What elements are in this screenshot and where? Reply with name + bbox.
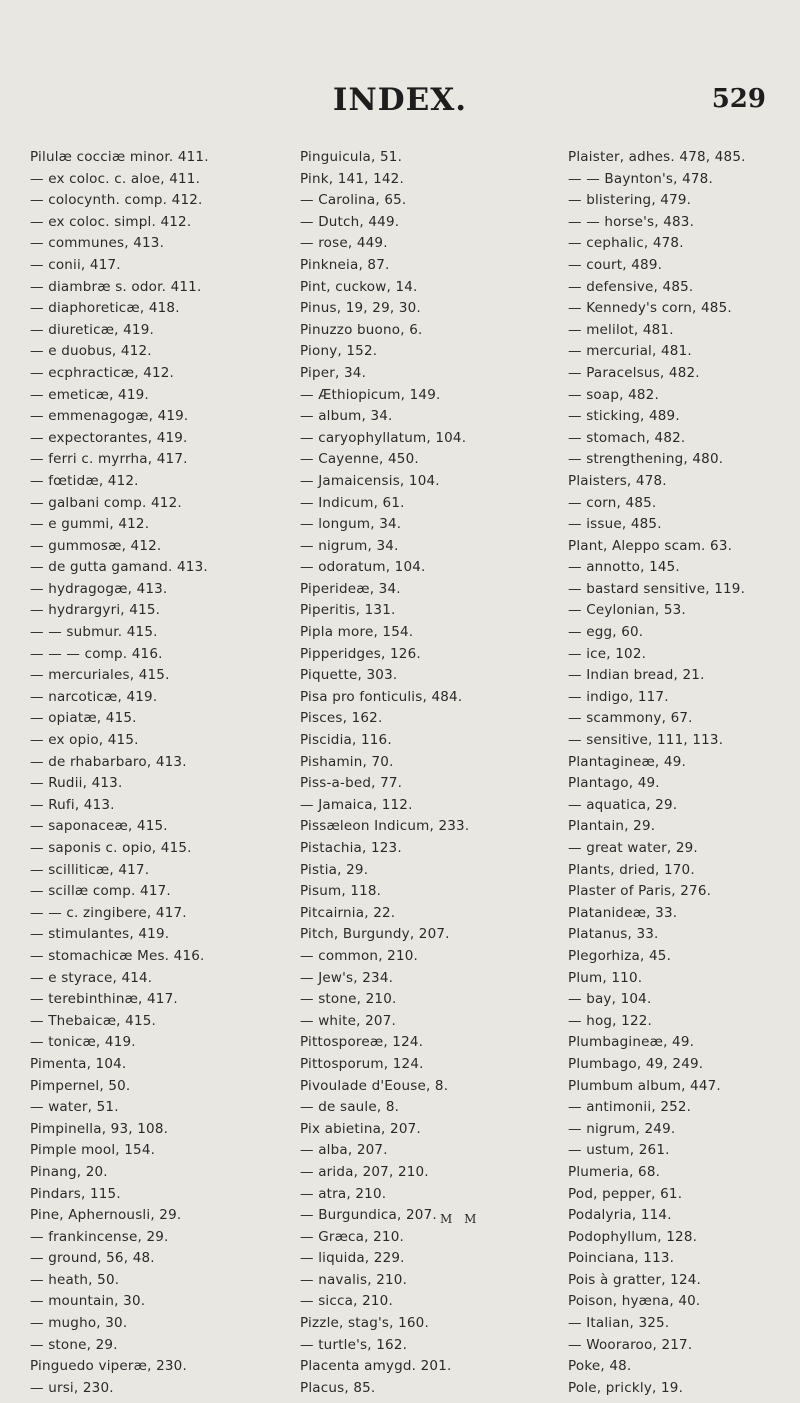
index-entry: Pisa pro fonticulis, 484. <box>300 688 463 705</box>
index-entry: Piquette, 303. <box>300 667 398 684</box>
index-entry: — tonicæ, 419. <box>30 1034 136 1051</box>
index-entry: Pissæleon Indicum, 233. <box>300 818 470 835</box>
index-entry: — Wooraroo, 217. <box>568 1336 693 1353</box>
index-entry: — bay, 104. <box>568 991 652 1008</box>
index-entry: Plaister, adhes. 478, 485. <box>568 149 746 165</box>
index-entry: Plumbago, 49, 249. <box>568 1055 704 1072</box>
index-entry: — Paracelsus, 482. <box>568 364 700 381</box>
index-entry: Placenta amygd. 201. <box>300 1358 452 1375</box>
index-entry: Plegorhiza, 45. <box>568 947 672 964</box>
index-entry: — saponis c. opio, 415. <box>30 840 192 856</box>
index-entry: Poke, 48. <box>568 1358 632 1375</box>
index-entry: Pinguicula, 51. <box>300 149 403 165</box>
index-entry: — stomach, 482. <box>568 429 686 446</box>
index-entry: Plants, dried, 170. <box>568 861 695 878</box>
index-entry: Piony, 152. <box>300 343 378 360</box>
index-entry: — nigrum, 249. <box>568 1120 676 1137</box>
index-entry: — — submur. 415. <box>30 624 158 641</box>
index-entry: Platanus, 33. <box>568 926 659 943</box>
index-entry: — nigrum, 34. <box>300 537 399 554</box>
index-entry: Platanideæ, 33. <box>568 904 678 921</box>
index-entry: — mercuriales, 415. <box>30 667 170 684</box>
index-entry: Pisces, 162. <box>300 710 383 727</box>
index-entry: Pinguedo viperæ, 230. <box>30 1358 187 1375</box>
index-entry: Pilulæ cocciæ minor. 411. <box>30 149 209 165</box>
index-entry: Pitch, Burgundy, 207. <box>300 926 450 943</box>
index-entry: — water, 51. <box>30 1099 119 1116</box>
index-entry: — sicca, 210. <box>300 1293 393 1310</box>
index-entry: — scillæ comp. 417. <box>30 883 171 900</box>
index-entry: — e duobus, 412. <box>30 343 152 360</box>
index-entry: — frankincense, 29. <box>30 1228 169 1245</box>
index-entry: — ex coloc. simpl. 412. <box>30 213 192 230</box>
index-entry: Pinus, 19, 29, 30. <box>300 300 421 317</box>
index-entry: — Carolina, 65. <box>300 192 407 209</box>
index-entry: — ice, 102. <box>568 645 647 662</box>
index-entry: — terebinthinæ, 417. <box>30 991 178 1008</box>
index-entry: — Rudii, 413. <box>30 775 123 792</box>
index-entry: — aquatica, 29. <box>568 796 678 813</box>
index-entry: — stone, 29. <box>30 1336 118 1353</box>
index-entry: Plumeria, 68. <box>568 1163 661 1180</box>
index-entry: Pizzle, stag's, 160. <box>300 1315 429 1332</box>
index-entry: Pimpinella, 93, 108. <box>30 1120 169 1137</box>
index-entry: Plantago, 49. <box>568 775 660 792</box>
index-entry: Pimenta, 104. <box>30 1055 127 1072</box>
index-entry: — soap, 482. <box>568 386 659 403</box>
index-entry: Pistachia, 123. <box>300 840 402 856</box>
index-entry: — Kennedy's corn, 485. <box>568 300 732 317</box>
index-entry: — mountain, 30. <box>30 1293 146 1310</box>
index-entry: Pitcairnia, 22. <box>300 904 396 921</box>
index-entry: — colocynth. comp. 412. <box>30 192 203 209</box>
index-entry: — sensitive, 111, 113. <box>568 732 724 749</box>
index-column-3 <box>568 147 798 1399</box>
index-entry: — galbani comp. 412. <box>30 494 182 511</box>
index-entry: — ferri c. myrrha, 417. <box>30 451 188 468</box>
index-entry: — Burgundica, 207. <box>300 1207 437 1224</box>
index-entry: — Jamaicensis, 104. <box>300 472 440 489</box>
index-entry: — expectorantes, 419. <box>30 429 188 446</box>
index-entry: Pinang, 20. <box>30 1163 108 1180</box>
index-entry: — scammony, 67. <box>568 710 693 727</box>
index-entry: Piperideæ, 34. <box>300 580 401 597</box>
index-entry: — — Baynton's, 478. <box>568 170 713 187</box>
index-entry: — hog, 122. <box>568 1012 653 1029</box>
index-entry: — court, 489. <box>568 256 663 273</box>
index-entry: Pimple mool, 154. <box>30 1142 156 1159</box>
index-entry: Pix abietina, 207. <box>300 1120 421 1137</box>
index-entry: — hydrargyri, 415. <box>30 602 161 619</box>
index-entry: — Græca, 210. <box>300 1228 404 1245</box>
index-entry: Pimpernel, 50. <box>30 1077 131 1094</box>
index-entry: — Ceylonian, 53. <box>568 602 686 619</box>
index-entry: — navalis, 210. <box>300 1271 408 1288</box>
index-entry: — communes, 413. <box>30 235 165 252</box>
index-entry: — de saule, 8. <box>300 1099 400 1116</box>
index-entry: — e gummi, 412. <box>30 516 150 533</box>
index-entry: — great water, 29. <box>568 840 698 856</box>
index-entry: — white, 207. <box>300 1012 396 1029</box>
index-entry: — — — comp. 416. <box>30 645 163 662</box>
index-entry: — stone, 210. <box>300 991 397 1008</box>
index-entry: — — c. zingibere, 417. <box>30 904 187 921</box>
index-entry: — atra, 210. <box>300 1185 387 1202</box>
index-entry: — arida, 207, 210. <box>300 1163 429 1180</box>
index-entry: Piper, 34. <box>300 364 367 381</box>
index-entry: — heath, 50. <box>30 1271 120 1288</box>
index-entry: — de gutta gamand. 413. <box>30 559 208 576</box>
index-entry: Plumbum album, 447. <box>568 1077 721 1094</box>
index-entry: — Indicum, 61. <box>300 494 405 511</box>
index-entry: Pittosporeæ, 124. <box>300 1034 424 1051</box>
signature-mark: M M <box>440 1212 481 1226</box>
index-entry: — diureticæ, 419. <box>30 321 154 338</box>
index-entry: — mugho, 30. <box>30 1315 128 1332</box>
index-entry: Piscidia, 116. <box>300 732 392 749</box>
index-entry: — gummosæ, 412. <box>30 537 162 554</box>
index-entry: — Indian bread, 21. <box>568 667 705 684</box>
index-entry: — annotto, 145. <box>568 559 680 576</box>
index-entry: — narcoticæ, 419. <box>30 688 158 705</box>
index-entry: — sticking, 489. <box>568 408 680 425</box>
index-entry: — e styrace, 414. <box>30 969 153 986</box>
index-entry: Pisum, 118. <box>300 883 382 900</box>
index-entry: — — horse's, 483. <box>568 213 695 230</box>
index-entry: — emmenagogæ, 419. <box>30 408 189 425</box>
index-entry: — indigo, 117. <box>568 688 669 705</box>
index-entry: Placus, 85. <box>300 1379 376 1396</box>
index-entry: — conii, 417. <box>30 256 121 273</box>
index-entry: Pinkneia, 87. <box>300 256 390 273</box>
index-entry: — stimulantes, 419. <box>30 926 170 943</box>
index-entry: Pipla more, 154. <box>300 624 414 641</box>
index-entry: Pint, cuckow, 14. <box>300 278 418 295</box>
index-entry: — ground, 56, 48. <box>30 1250 155 1267</box>
index-entry: — corn, 485. <box>568 494 657 511</box>
index-entry: — scilliticæ, 417. <box>30 861 150 878</box>
index-entry: — ustum, 261. <box>568 1142 670 1159</box>
index-entry: — bastard sensitive, 119. <box>568 580 746 597</box>
index-entry: Pindars, 115. <box>30 1185 121 1202</box>
index-entry: Plaster of Paris, 276. <box>568 883 712 900</box>
index-entry: — liquida, 229. <box>300 1250 405 1267</box>
index-entry: — album, 34. <box>300 408 393 425</box>
index-entry: Plaisters, 478. <box>568 472 667 489</box>
index-entry: — fœtidæ, 412. <box>30 472 139 489</box>
index-entry: — diambræ s. odor. 411. <box>30 278 202 295</box>
index-entry: — Rufi, 413. <box>30 796 115 813</box>
index-entry: Pod, pepper, 61. <box>568 1185 683 1202</box>
index-entry: — hydragogæ, 413. <box>30 580 168 597</box>
index-column-1 <box>30 147 285 1399</box>
index-entry: — defensive, 485. <box>568 278 694 295</box>
index-entry: — common, 210. <box>300 947 419 964</box>
index-entry: — emeticæ, 419. <box>30 386 149 403</box>
index-entry: Pine, Aphernousli, 29. <box>30 1207 182 1224</box>
index-entry: Pivoulade d'Eouse, 8. <box>300 1077 449 1094</box>
index-entry: — ursi, 230. <box>30 1379 114 1396</box>
index-entry: Poinciana, 113. <box>568 1250 675 1267</box>
index-entry: — stomachicæ Mes. 416. <box>30 947 205 964</box>
index-entry: — odoratum, 104. <box>300 559 426 576</box>
index-entry: Piss-a-bed, 77. <box>300 775 403 792</box>
index-entry: Pois à gratter, 124. <box>568 1271 702 1288</box>
index-entry: Poison, hyæna, 40. <box>568 1293 701 1310</box>
index-entry: — rose, 449. <box>300 235 388 252</box>
index-entry: — cephalic, 478. <box>568 235 684 252</box>
index-entry: — caryophyllatum, 104. <box>300 429 467 446</box>
index-entry: — Dutch, 449. <box>300 213 400 230</box>
index-entry: Pinuzzo buono, 6. <box>300 321 423 338</box>
index-entry: Plumbagineæ, 49. <box>568 1034 695 1051</box>
index-entry: — ex opio, 415. <box>30 732 139 749</box>
page-header <box>0 82 800 122</box>
index-entry: Podalyria, 114. <box>568 1207 672 1224</box>
index-entry: — Jamaica, 112. <box>300 796 413 813</box>
index-entry: — turtle's, 162. <box>300 1336 408 1353</box>
index-entry: — saponaceæ, 415. <box>30 818 168 835</box>
index-entry: Plant, Aleppo scam. 63. <box>568 537 733 554</box>
index-column-2 <box>300 147 556 1399</box>
index-entry: — antimonii, 252. <box>568 1099 692 1116</box>
index-entry: Plum, 110. <box>568 969 643 986</box>
index-entry: — Italian, 325. <box>568 1315 670 1332</box>
page-title: INDEX. <box>332 82 468 118</box>
index-entry: Pipperidges, 126. <box>300 645 421 662</box>
index-entry: — ecphracticæ, 412. <box>30 364 175 381</box>
index-entry: — ex coloc. c. aloe, 411. <box>30 170 201 187</box>
index-entry: — melilot, 481. <box>568 321 674 338</box>
index-entry: — Cayenne, 450. <box>300 451 419 468</box>
index-entry: — issue, 485. <box>568 516 662 533</box>
index-entry: — Thebaicæ, 415. <box>30 1012 157 1029</box>
index-entry: Pittosporum, 124. <box>300 1055 424 1072</box>
index-entry: — Æthiopicum, 149. <box>300 386 441 403</box>
index-entry: — alba, 207. <box>300 1142 388 1159</box>
index-entry: Pistia, 29. <box>300 861 369 878</box>
index-entry: — diaphoreticæ, 418. <box>30 300 180 317</box>
index-entry: Podophyllum, 128. <box>568 1228 698 1245</box>
index-entry: — strengthening, 480. <box>568 451 724 468</box>
index-entry: Pink, 141, 142. <box>300 170 404 187</box>
index-entry: Plantagineæ, 49. <box>568 753 686 770</box>
index-entry: — Jew's, 234. <box>300 969 394 986</box>
index-entry: — longum, 34. <box>300 516 402 533</box>
index-entry: Plantain, 29. <box>568 818 656 835</box>
index-entry: Pishamin, 70. <box>300 753 394 770</box>
page-number: 529 <box>711 84 766 114</box>
index-entry: — de rhabarbaro, 413. <box>30 753 187 770</box>
index-entry: — mercurial, 481. <box>568 343 692 360</box>
index-entry: — egg, 60. <box>568 624 644 641</box>
index-entry: — opiatæ, 415. <box>30 710 137 727</box>
index-entry: Pole, prickly, 19. <box>568 1379 684 1396</box>
index-entry: — blistering, 479. <box>568 192 692 209</box>
index-entry: Piperitis, 131. <box>300 602 396 619</box>
